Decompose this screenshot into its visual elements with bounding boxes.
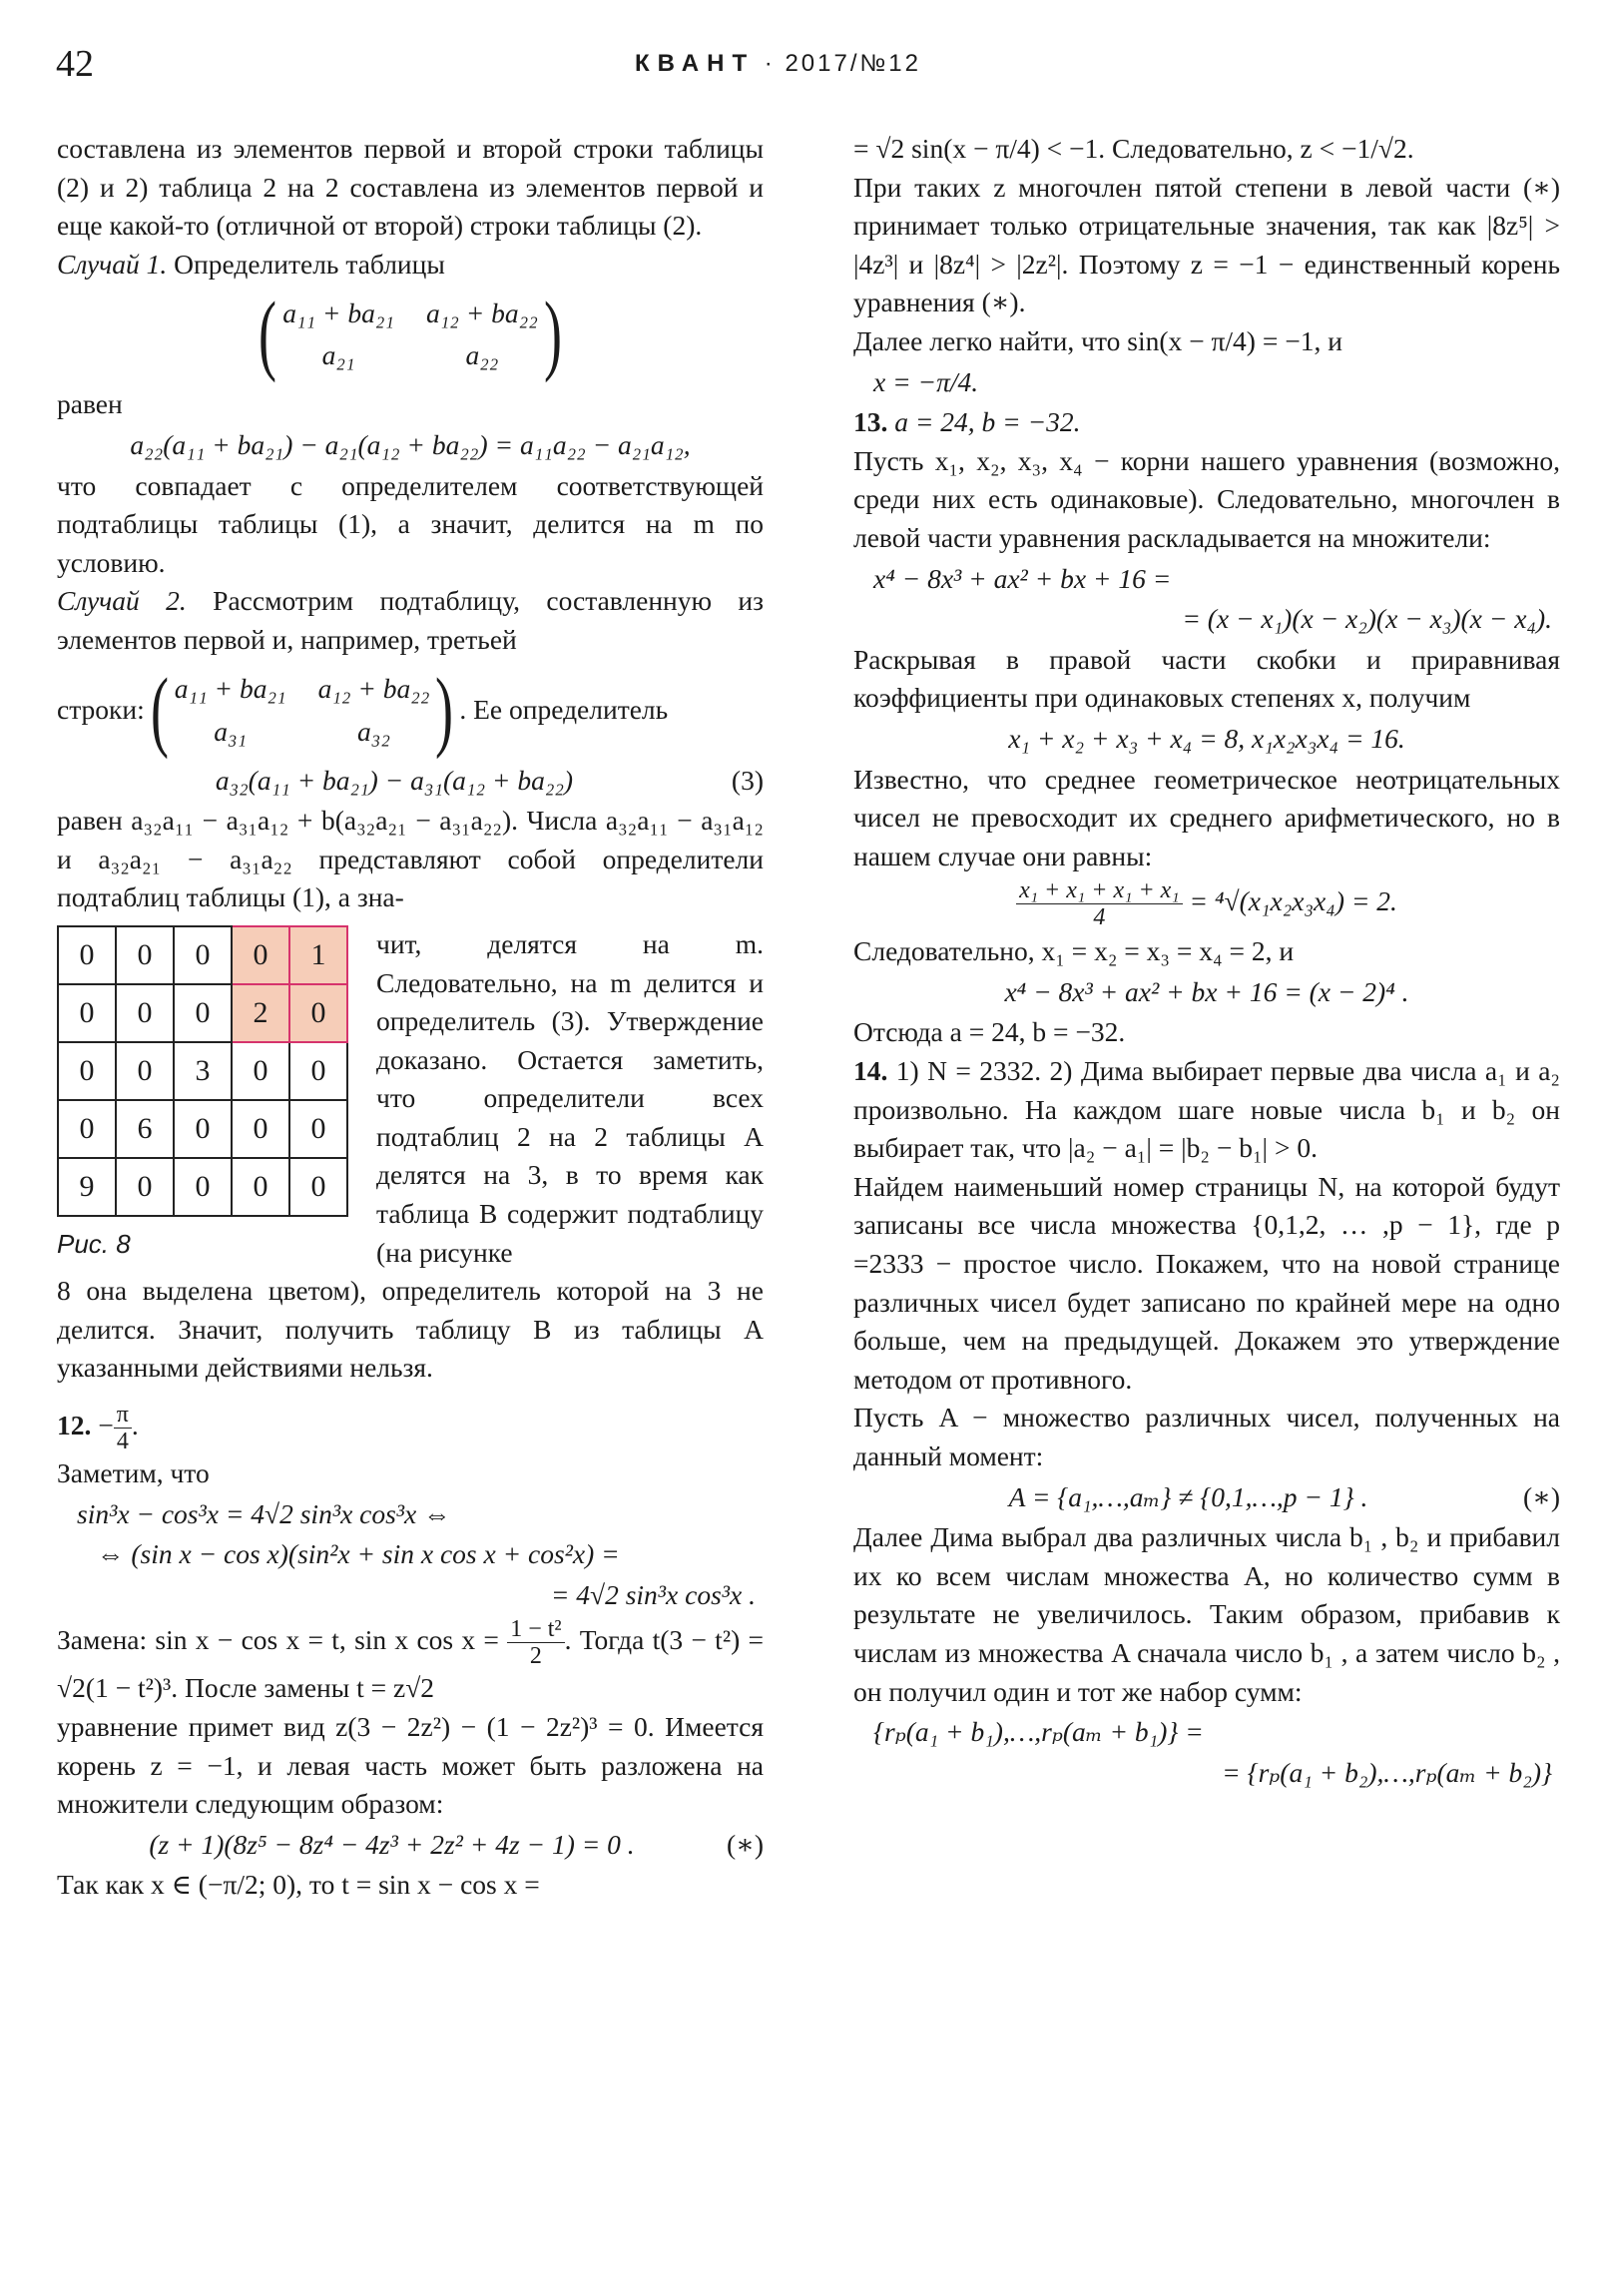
problem-14-answer: 14. 1) N = 2332. 2) Дима выбирает первые два числа a₁ и a₂ произвольно. На каждом шаге новые числа b₁ и b₂ он выбирает так, что |a₂ − a₁| = |b₂ − b₁| > 0.	[853, 1055, 1560, 1164]
case1-text: Определитель таблицы	[167, 248, 445, 280]
paragraph: составлена из элементов первой и второй строки таблицы (2) и 2) таблица 2 на 2 составлена из элементов первой и еще какой-то (отличной от второй) строки таблицы (2).	[57, 133, 764, 242]
right-column	[853, 130, 1560, 1794]
paragraph: уравнение примет вид z(3 − 2z²) − (1 − 2z²)³ = 0. Имеется корень z = −1, и левая часть может быть разложена на множители следующим образом:	[57, 1711, 764, 1820]
equation: {rₚ(a₁ + b₁),…,rₚ(aₘ + b₁)} =	[873, 1716, 1204, 1748]
figure-table-cell: 9	[58, 1158, 116, 1216]
figure-table-row	[58, 984, 347, 1042]
equation-1: a₂₂(a₁₁ + ba₂₁) − a₂₁(a₁₂ + ba₂₂) = a₁₁a₂₂ − a₂₁a₁₂,	[130, 428, 691, 460]
figure-table-cell: 0	[58, 926, 116, 984]
paragraph: Отсюда a = 24, b = −32.	[853, 1016, 1126, 1048]
problem-number: 12.	[57, 1409, 92, 1440]
figure-table-row	[58, 1100, 347, 1158]
page-number: 42	[56, 43, 94, 85]
case1-label: Случай 1.	[57, 248, 168, 280]
equation: ⇔ (sin x − cos x)(sin²x + sin x cos x + cos²x) =	[97, 1538, 620, 1570]
paragraph: При таких z многочлен пятой степени в левой части (∗) принимает только отрицательные значения, так как |8z⁵| > |4z³| и |8z⁴| > |2z²|. Поэтому z = −1 − единственный корень уравнения (∗).	[853, 171, 1560, 318]
equation-3: a₃₂(a₁₁ + ba₂₁) − a₃₁(a₁₂ + ba₂₂) (3)	[57, 762, 764, 801]
figure-table-cell: 0	[116, 984, 174, 1042]
figure-table-cell: 0	[174, 1100, 232, 1158]
figure-table-cell: 0	[289, 984, 347, 1042]
left-column	[57, 130, 764, 1905]
equals-word: равен	[57, 388, 123, 420]
figure-table-cell: 0	[232, 1042, 289, 1100]
page-header	[56, 42, 1541, 92]
matrix-cell: a₁₂ + ba₂₂	[317, 672, 430, 704]
case2-text: Рассмотрим подтаблицу, составленную из элементов первой и, например, третьей	[57, 585, 764, 655]
figure-table-row	[58, 1042, 347, 1100]
matrix-cell: a₂₁	[321, 339, 355, 371]
paragraph: Пусть x₁, x₂, x₃, x₄ − корни нашего уравнения (возможно, среди них есть одинаковые). Следовательно, многочлен в левой части уравнения раскладывается на множители:	[853, 444, 1560, 553]
paragraph: = √2 sin(x − π/4) < −1. Следовательно, z < −1/√2.	[853, 133, 1414, 164]
note: Заметим, что	[57, 1457, 210, 1489]
journal-issue: · 2017/№12	[764, 50, 921, 77]
substitution-paragraph: Замена: sin x − cos x = t, sin x cos x = $\frac{\text{1 − t²}}{2}$ . Тогда t(3 − t²) = √2(1 − t²)³. После замены t = z√2	[57, 1616, 765, 1704]
figure-table-cell: 0	[232, 926, 289, 984]
equation: sin³x − cos³x = 4√2 sin³x cos³x ⇔	[77, 1497, 451, 1529]
figure-table-cell: 0	[116, 1158, 174, 1216]
paragraph: 8 она выделена цветом), определитель которой на 3 не делится. Значит, получить таблицу B из таблицы A указанными действиями нельзя.	[57, 1275, 764, 1384]
figure-table-cell: 0	[174, 926, 232, 984]
figure-table-cell: 0	[232, 1158, 289, 1216]
journal-name: КВАНТ	[635, 50, 756, 77]
figure-table-cell: 0	[174, 1158, 232, 1216]
problem-number: 13.	[853, 406, 888, 438]
equation-star: (z + 1)(8z⁵ − 8z⁴ − 4z³ + 2z² + 4z − 1) = 0 . (∗)	[57, 1826, 764, 1865]
matrix-cell: a₂₂	[465, 339, 499, 371]
figure-table-cell: 0	[232, 1100, 289, 1158]
problem-number: 14.	[853, 1055, 888, 1087]
matrix-cell: a₃₁	[214, 715, 248, 747]
paragraph: Следовательно, x₁ = x₂ = x₃ = x₄ = 2, и	[853, 935, 1295, 967]
case2-label: Случай 2.	[57, 585, 187, 617]
equation-star: A = {a₁,…,aₘ} ≠ {0,1,…,p − 1} . (∗)	[853, 1478, 1560, 1517]
figure-table-cell: 0	[116, 926, 174, 984]
paragraph: Известно, что среднее геометрическое неотрицательных чисел не превосходит их среднего арифметического, но в нашем случае они равны:	[853, 763, 1560, 871]
equation-number: (∗)	[1522, 1480, 1560, 1512]
matrix-2	[175, 670, 430, 751]
figure-table-cell: 0	[289, 1158, 347, 1216]
equation: = {rₚ(a₁ + b₂),…,rₚ(aₘ + b₂)}	[1222, 1756, 1552, 1788]
equation: x⁴ − 8x³ + ax² + bx + 16 =	[873, 562, 1172, 594]
figure-table-cell: 3	[174, 1042, 232, 1100]
figure-table-cell: 0	[289, 1100, 347, 1158]
paragraph: что совпадает с определителем соответствующей подтаблицы таблицы (1), а значит, делится на m по условию.	[57, 469, 764, 578]
equation-mean: $\frac{\text{x₁ + x₁ + x₁ + x₁}}{4}$ = ⁴√(x₁x₂x₃x₄) = 2.	[853, 877, 1560, 930]
figure-table-row	[58, 926, 347, 984]
figure-table-cell: 1	[289, 926, 347, 984]
paragraph: Так как x ∈ (−π/2; 0), то t = sin x − cos x =	[57, 1869, 540, 1901]
figure-table-cell: 0	[58, 1100, 116, 1158]
matrix-cell: a₁₁ + ba₂₁	[174, 672, 286, 704]
case1-paragraph	[57, 246, 764, 285]
equation: x₁ + x₂ + x₃ + x₄ = 8, x₁x₂x₃x₄ = 16.	[1008, 722, 1405, 754]
figure-table	[57, 925, 348, 1217]
paragraph: Найдем наименьший номер страницы N, на которой будут записаны все числа множества {0,1,2, … ,p − 1}, где p =2333 − простое число. Покажем, что на новой странице различных чисел будет записано по крайней мере на одно больше, чем на предыдущей. Докажем это утверждение методом от противного.	[853, 1170, 1560, 1395]
matrix-2-line: строки: ( a₁₁ + ba₂₁ a₁₂ + ba₂₂ a₃₁ a₃₂ ) . Ее определитель	[57, 660, 669, 760]
figure-table-row	[58, 1158, 347, 1216]
figure-table-cell: 0	[116, 1042, 174, 1100]
rows-word: строки:	[57, 694, 145, 726]
problem-12-answer: 12. − $\frac{\pi}{4}$ .	[57, 1402, 139, 1455]
paragraph: Пусть A − множество различных чисел, полученных на данный момент:	[853, 1402, 1560, 1471]
figure-table-cell: 2	[232, 984, 289, 1042]
figure-table-cell: 0	[174, 984, 232, 1042]
matrix-cell: a₁₂ + ba₂₂	[426, 296, 538, 328]
figure-8	[57, 925, 764, 1272]
figure-caption: Рис. 8	[57, 1228, 131, 1259]
paragraph: Далее легко найти, что sin(x − π/4) = −1, и	[853, 324, 1342, 356]
figure-table-cell: 6	[116, 1100, 174, 1158]
figure-table-cell: 0	[58, 1042, 116, 1100]
matrix-cell: a₃₂	[357, 715, 390, 747]
case2-paragraph	[57, 582, 764, 659]
equation: x⁴ − 8x³ + ax² + bx + 16 = (x − 2)⁴ .	[1004, 975, 1409, 1007]
equation: = 4√2 sin³x cos³x .	[550, 1578, 756, 1610]
matrix-1: ( a₁₁ + ba₂₁ a₁₂ + ba₂₂ a₂₁ a₂₂ )	[259, 285, 562, 384]
det-word: . Ее определитель	[459, 694, 669, 726]
matrix-cell: a₁₁ + ba₂₁	[282, 296, 394, 328]
equation-number: (∗)	[726, 1828, 764, 1860]
figure-table-cell: 0	[289, 1042, 347, 1100]
figure-side-text: чит, делятся на m. Следовательно, на m делится и определитель (3). Утверждение доказано. Остается заметить, что определители всех подтаблиц 2 на 2 таблицы A делятся на 3, в то время как таблица B содержит подтаблицу (на рисунке	[376, 927, 764, 1268]
paragraph: Раскрывая в правой части скобки и приравнивая коэффициенты при одинаковых степенях x, получим	[853, 643, 1560, 714]
paragraph: равен a₃₂a₁₁ − a₃₁a₁₂ + b(a₃₂a₂₁ − a₃₁a₂₂). Числа a₃₂a₁₁ − a₃₁a₁₂ и a₃₂a₂₁ − a₃₁a₂₂ представляют собой определители подтаблиц таблицы (1), а зна-	[57, 805, 764, 913]
equation-number: (3)	[731, 764, 764, 796]
problem-13-answer: 13. a = 24, b = −32.	[853, 406, 1081, 438]
journal-title	[635, 50, 921, 78]
figure-table-cell: 0	[58, 984, 116, 1042]
paragraph: Далее Дима выбрал два различных числа b₁ , b₂ и прибавил их ко всем числам множества A, но количество сумм в результате не увеличилось. Таким образом, прибавив к числам из множества A сначала число b₁ , а затем число b₂ , он получил один и тот же набор сумм:	[853, 1521, 1560, 1707]
equation: = (x − x₁)(x − x₂)(x − x₃)(x − x₄).	[1182, 603, 1552, 635]
equation: x = −π/4.	[873, 365, 979, 397]
